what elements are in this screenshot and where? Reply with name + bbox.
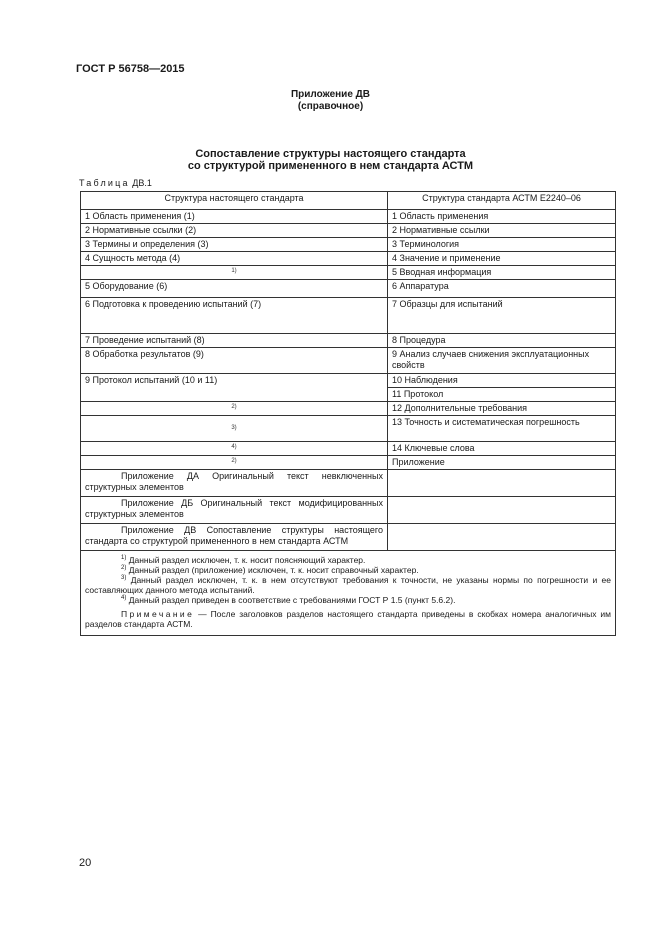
table-label-word: Таблица [79,178,130,188]
heading-line-2: со структурой примененного в нем стандарта АСТМ [187,160,474,172]
cell-right: 10 Наблюдения [388,374,616,388]
cell-left: 1 Область применения (1) [81,210,388,224]
cell-right: 7 Образцы для испытаний [388,298,616,334]
cell-left: Приложение ДА Оригинальный текст невключенных структурных элементов [81,470,388,497]
cell-right [388,524,616,551]
cell-left: Приложение ДВ Сопоставление структуры настоящего стандарта со структурой примененного в нем стандарта АСТМ [81,524,388,551]
note-text: — После заголовков разделов настоящего стандарта приведены в скобках номера аналогичных им разделов стандарта АСТМ. [85,609,611,629]
table-row [81,402,616,416]
document-header: ГОСТ Р 56758—2015 [76,63,185,75]
footnote-ref: 1) [81,266,388,280]
cell-right: 9 Анализ случаев снижения эксплуатационных свойств [388,348,616,374]
cell-right: 1 Область применения [388,210,616,224]
column-header-left: Структура настоящего стандарта [81,192,388,210]
cell-right [388,497,616,524]
footnote-ref: 2) [81,402,388,416]
footnote-ref: 4) [81,442,388,456]
footnote: $^{4)}$ Данный раздел приведен в соответствие с требованиями ГОСТ Р 1.5 (пункт 5.6.2). [121,595,456,605]
cell-left: Приложение ДБ Оригинальный текст модифицированных структурных элементов [81,497,388,524]
cell-left: 7 Проведение испытаний (8) [81,334,388,348]
note-label: Примечание [121,609,195,619]
footnote: $^{2)}$ Данный раздел (приложение) исключен, т. к. носит справочный характер. [121,565,419,575]
table-row [81,266,616,280]
table-row [81,210,616,224]
cell-right: 3 Терминология [388,238,616,252]
table-footnotes [81,551,616,636]
heading-line-1: Сопоставление структуры настоящего стандарта [195,148,466,160]
table-row [81,334,616,348]
table-row [81,298,616,334]
table-row [81,524,616,551]
cell-right: 12 Дополнительные требования [388,402,616,416]
cell-left: 3 Термины и определения (3) [81,238,388,252]
cell-right: Приложение [388,456,616,470]
cell-right: 2 Нормативные ссылки [388,224,616,238]
cell-left: 4 Сущность метода (4) [81,252,388,266]
cell-left: 6 Подготовка к проведению испытаний (7) [81,298,388,334]
cell-right: 5 Вводная информация [388,266,616,280]
footnote-ref: 3) [81,416,388,442]
cell-right: 14 Ключевые слова [388,442,616,456]
footnote: $^{3)}$ Данный раздел исключен, т. к. в нем отсутствуют требования к точности, не указаны нормы по погрешности и ее составляющих данного метода испытаний. [85,575,611,595]
cell-right: 11 Протокол [388,388,616,402]
table-row [81,280,616,298]
table-row [81,238,616,252]
cell-right: 8 Процедура [388,334,616,348]
appendix-title: Приложение ДВ [290,89,371,100]
table-note [85,609,611,629]
table-row [81,374,616,388]
cell-right [388,470,616,497]
table-label-id: ДВ.1 [132,178,152,188]
comparison-table [80,191,616,636]
table-row [81,442,616,456]
cell-right: 13 Точность и систематическая погрешность [388,416,616,442]
cell-left: 5 Оборудование (6) [81,280,388,298]
table-label [79,178,152,188]
table-row [81,470,616,497]
appendix-subtitle: (справочное) [297,101,364,112]
cell-left: 2 Нормативные ссылки (2) [81,224,388,238]
table-row [81,497,616,524]
cell-left: 9 Протокол испытаний (10 и 11) [81,374,388,402]
table-row [81,252,616,266]
cell-right: 4 Значение и применение [388,252,616,266]
table-row [81,224,616,238]
table-row [81,416,616,442]
column-header-right: Структура стандарта АСТМ Е2240–06 [388,192,616,210]
footnote-ref: 2) [81,456,388,470]
footnote: $^{1)}$ Данный раздел исключен, т. к. носит поясняющий характер. [121,555,366,565]
table-row [81,456,616,470]
cell-left: 8 Обработка результатов (9) [81,348,388,374]
page-number: 20 [79,857,92,869]
cell-right: 6 Аппаратура [388,280,616,298]
table-row [81,348,616,374]
